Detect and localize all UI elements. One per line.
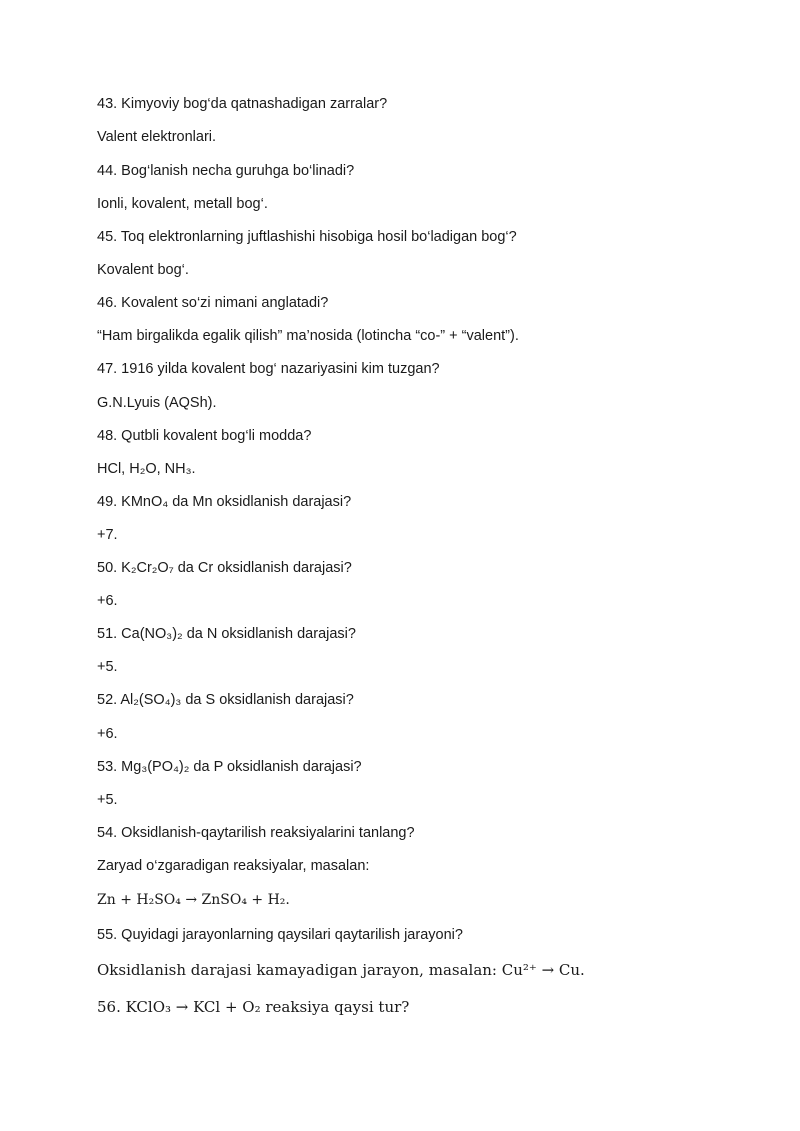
question-51: 51. Ca(NO₃)₂ da N oksidlanish darajasi? [97,626,356,642]
answer-52: +6. [97,726,118,742]
answer-49: +7. [97,527,118,543]
question-55: 55. Quyidagi jarayonlarning qaysilari qaytarilish jarayoni? [97,927,463,943]
answer-50: +6. [97,593,118,609]
question-43: 43. Kimyoviy bog‘da qatnashadigan zarralar? [97,96,388,112]
answer-55: Oksidlanish darajasi kamayadigan jarayon, masalan: Cu²⁺ → Cu. [97,961,585,979]
question-49: 49. KMnO₄ da Mn oksidlanish darajasi? [97,494,352,510]
question-45: 45. Toq elektronlarning juftlashishi hisobiga hosil bo‘ladigan bog‘? [97,229,517,245]
answer-45: Kovalent bog‘. [97,262,189,278]
question-50: 50. K₂Cr₂O₇ da Cr oksidlanish darajasi? [97,560,352,576]
answer-54-intro: Zaryad o‘zgaradigan reaksiyalar, masalan: [97,858,370,874]
answer-47: G.N.Lyuis (AQSh). [97,395,217,411]
question-52: 52. Al₂(SO₄)₃ da S oksidlanish darajasi? [97,692,354,708]
answer-46: “Ham birgalikda egalik qilish” ma’nosida (lotincha “co-” + “valent”). [97,328,519,344]
question-46: 46. Kovalent so‘zi nimani anglatadi? [97,295,329,311]
question-56: 56. KClO₃ → KCl + O₂ reaksiya qaysi tur? [97,998,410,1016]
answer-53: +5. [97,792,118,808]
answer-54-equation: Zn + H₂SO₄ → ZnSO₄ + H₂. [97,892,290,908]
answer-51: +5. [97,659,118,675]
answer-48: HCl, H₂O, NH₃. [97,461,196,477]
question-53: 53. Mg₃(PO₄)₂ da P oksidlanish darajasi? [97,759,362,775]
question-48: 48. Qutbli kovalent bog‘li modda? [97,428,312,444]
answer-43: Valent elektronlari. [97,129,217,145]
question-44: 44. Bog‘lanish necha guruhga bo‘linadi? [97,163,355,179]
question-47: 47. 1916 yilda kovalent bog‘ nazariyasini kim tuzgan? [97,361,440,377]
answer-44: Ionli, kovalent, metall bog‘. [97,196,268,212]
question-54: 54. Oksidlanish-qaytarilish reaksiyalarini tanlang? [97,825,415,841]
